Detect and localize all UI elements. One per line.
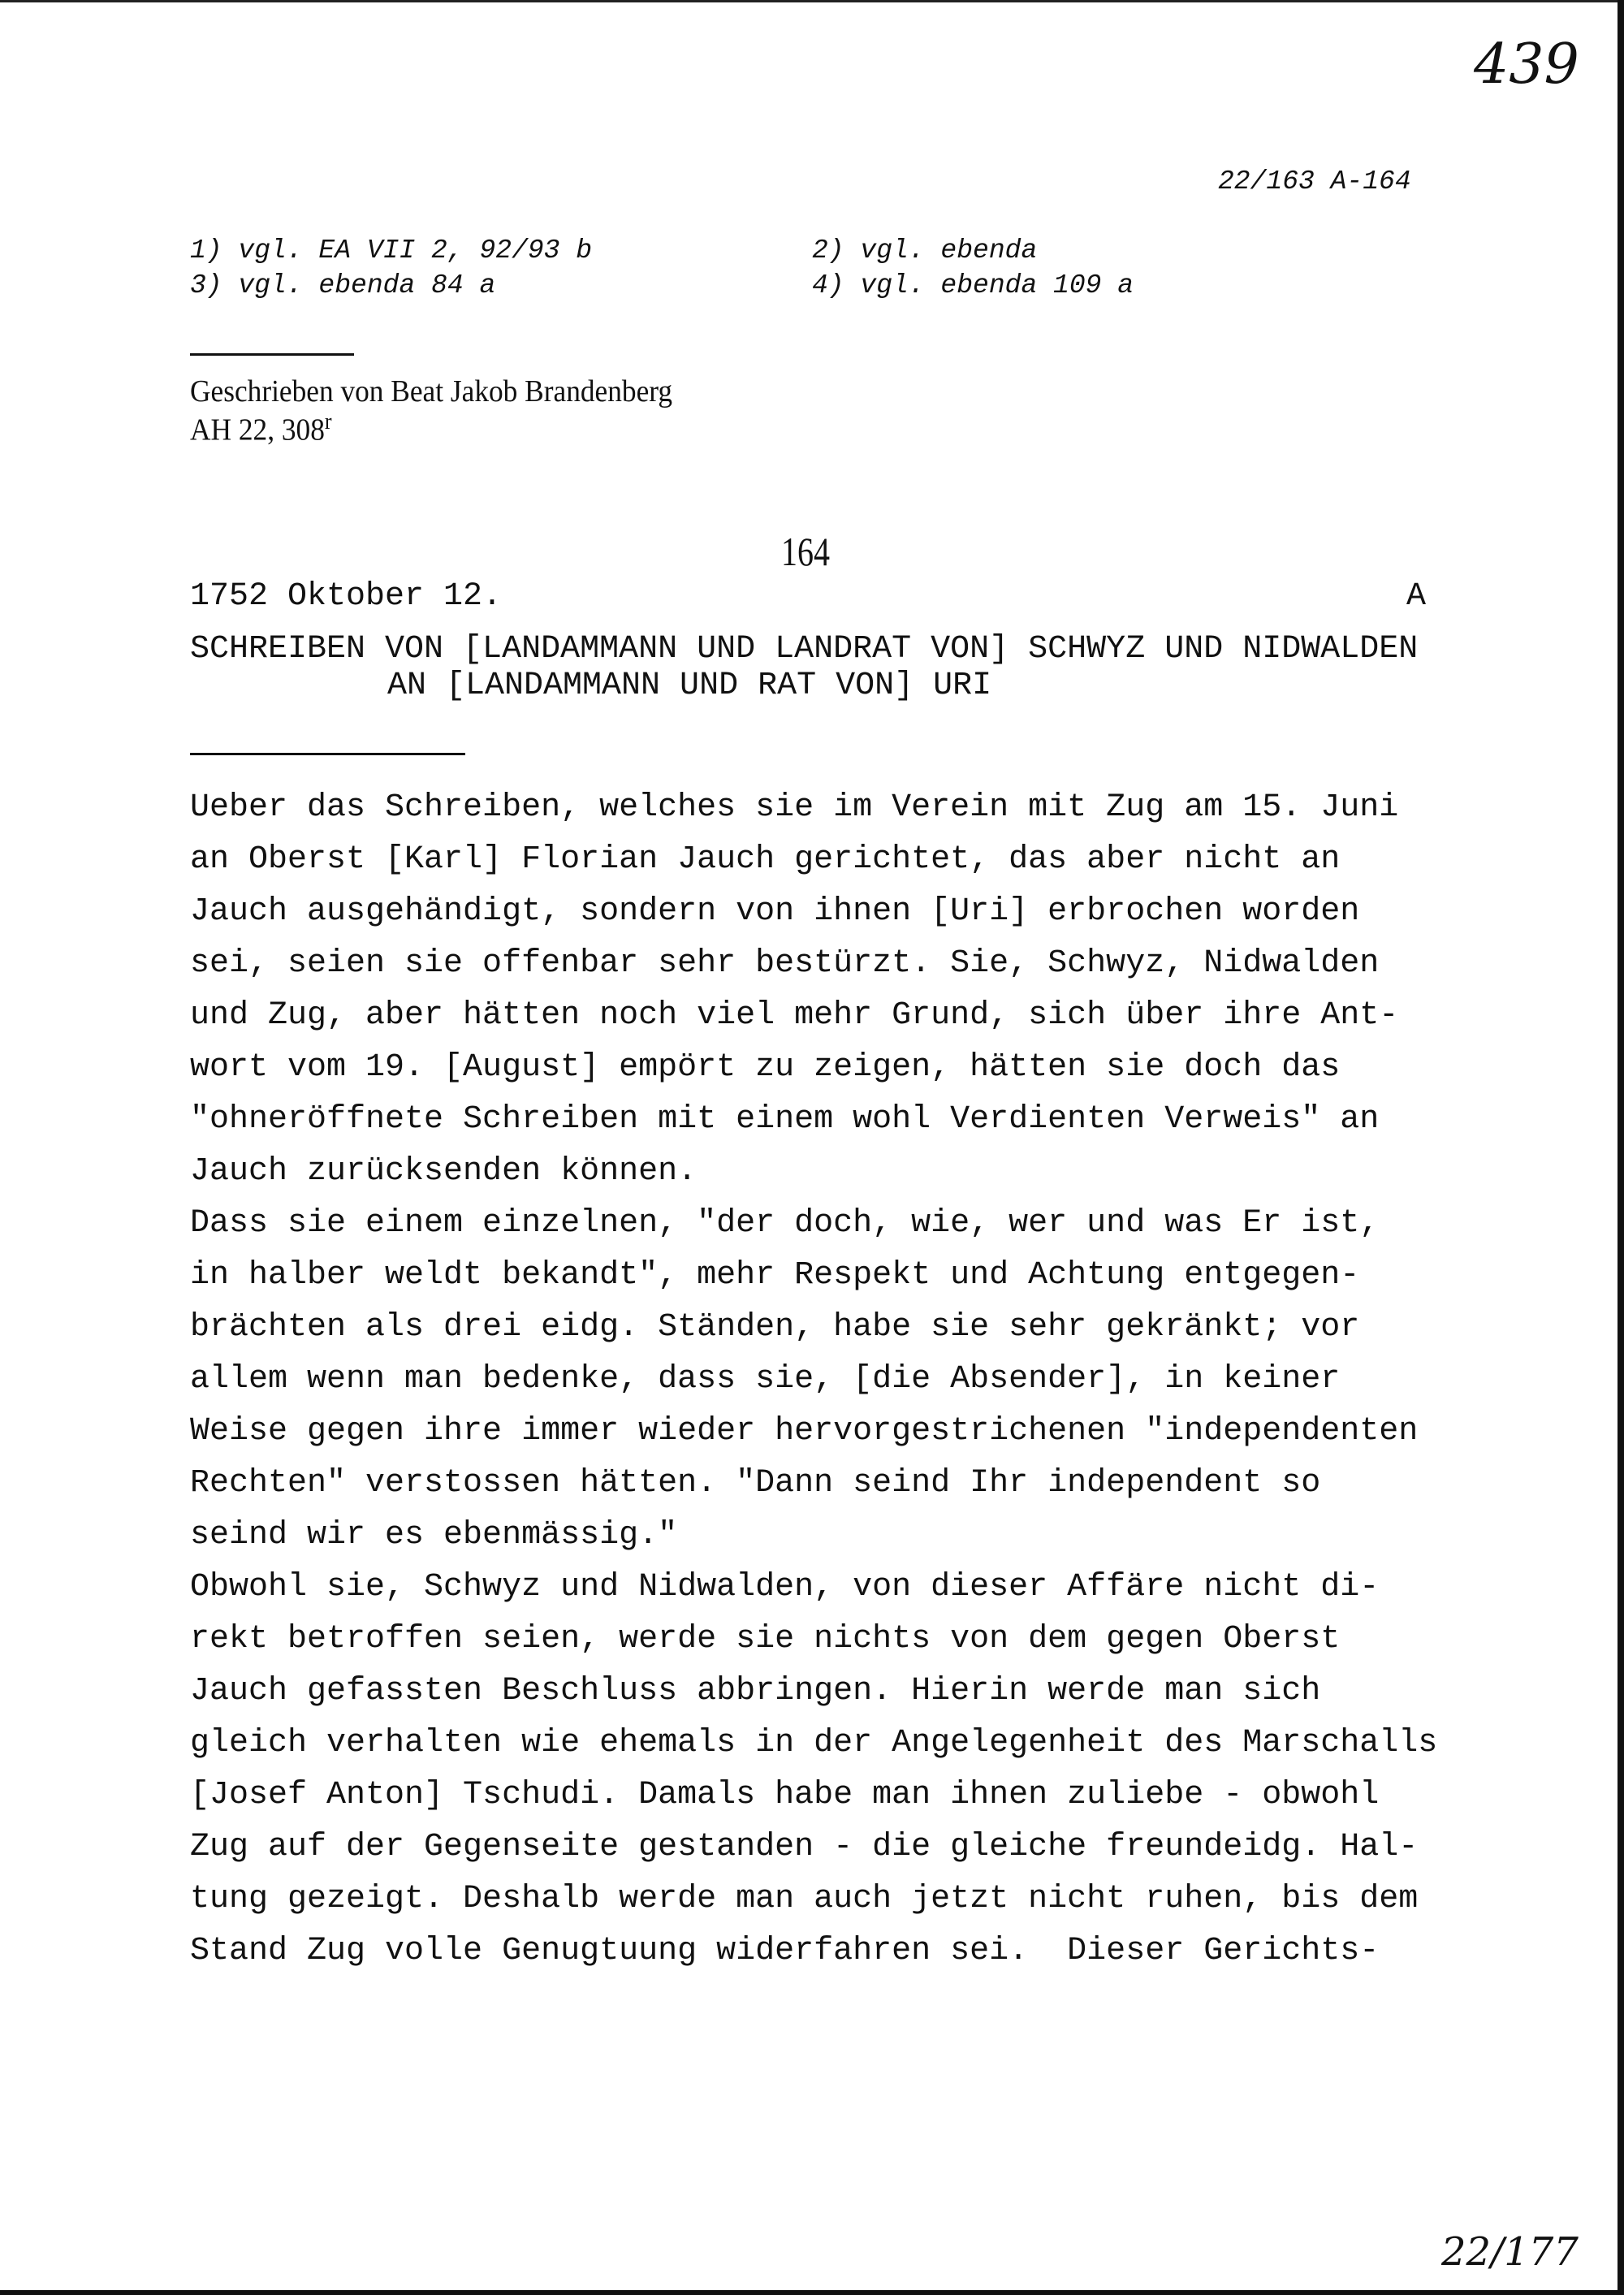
body-line: gleich verhalten wie ehemals in der Angelegenheit des Marschalls [190,1725,1438,1761]
body-line: "ohneröffnete Schreiben mit einem wohl Verdienten Verweis" an [190,1101,1380,1138]
document-title-line-2: AN [LANDAMMANN UND RAT VON] URI [387,668,992,704]
page-top-edge [0,0,1624,2]
document-number: 164 [781,529,830,574]
body-line: in halber weldt bekandt", mehr Respekt und Achtung entgegen- [190,1257,1360,1294]
body-line: Zug auf der Gegenseite gestanden - die gleiche freundeidg. Hal- [190,1829,1419,1865]
body-line: an Oberst [Karl] Florian Jauch gerichtet, das aber nicht an [190,841,1341,878]
body-line: Weise gegen ihre immer wieder hervorgestrichenen "independenten [190,1413,1419,1450]
footnote-2: 2) vgl. ebenda [812,236,1038,266]
handwritten-archive-reference: 22/177 [1441,2229,1579,2275]
body-line: Ueber das Schreiben, welches sie im Verein mit Zug am 15. Juni [190,789,1399,826]
document-date: 1752 Oktober 12. [190,578,503,615]
body-line: brächten als drei eidg. Ständen, habe sie sehr gekränkt; vor [190,1309,1360,1346]
source-location [190,409,332,448]
title-divider [190,753,465,755]
body-line: Stand Zug volle Genugtuung widerfahren sei. Dieser Gerichts- [190,1933,1380,1969]
source-location-text: AH 22, 308 [190,413,325,447]
body-line: seind wir es ebenmässig." [190,1517,678,1554]
body-line: sei, seien sie offenbar sehr bestürzt. Sie, Schwyz, Nidwalden [190,945,1380,982]
page-right-edge [1618,0,1624,2295]
body-line: Obwohl sie, Schwyz und Nidwalden, von dieser Affäre nicht di- [190,1569,1380,1606]
page-bottom-edge [0,2290,1624,2295]
source-location-superscript: r [324,409,332,434]
body-line: und Zug, aber hätten noch viel mehr Grund, sich über ihre Ant- [190,997,1399,1034]
footnote-3: 3) vgl. ebenda 84 a [190,270,496,300]
document-title-line-1: SCHREIBEN VON [LANDAMMANN UND LANDRAT VON] SCHWYZ UND NIDWALDEN [190,631,1419,668]
body-line: Jauch gefassten Beschluss abbringen. Hierin werde man sich [190,1673,1321,1709]
body-line: tung gezeigt. Deshalb werde man auch jetzt nicht ruhen, bis dem [190,1881,1419,1917]
footnote-4: 4) vgl. ebenda 109 a [812,270,1134,300]
document-marker: A [1406,578,1427,615]
footnote-divider [190,353,354,356]
source-writer: Geschrieben von Beat Jakob Brandenberg [190,374,673,408]
body-line: allem wenn man bedenke, dass sie, [die Absender], in keiner [190,1361,1341,1398]
body-line: rekt betroffen seien, werde sie nichts von dem gegen Oberst [190,1621,1341,1658]
handwritten-folio-number: 439 [1474,32,1579,97]
footnote-1: 1) vgl. EA VII 2, 92/93 b [190,236,593,266]
body-line: Dass sie einem einzelnen, "der doch, wie, wer und was Er ist, [190,1205,1380,1242]
body-line: Jauch ausgehändigt, sondern von ihnen [Uri] erbrochen worden [190,893,1360,930]
document-reference: 22/163 A-164 [1218,166,1411,197]
body-line: [Josef Anton] Tschudi. Damals habe man ihnen zuliebe - obwohl [190,1777,1380,1813]
body-line: wort vom 19. [August] empört zu zeigen, hätten sie doch das [190,1049,1341,1086]
body-line: Jauch zurücksenden können. [190,1153,698,1190]
body-line: Rechten" verstossen hätten. "Dann seind Ihr independent so [190,1465,1321,1502]
